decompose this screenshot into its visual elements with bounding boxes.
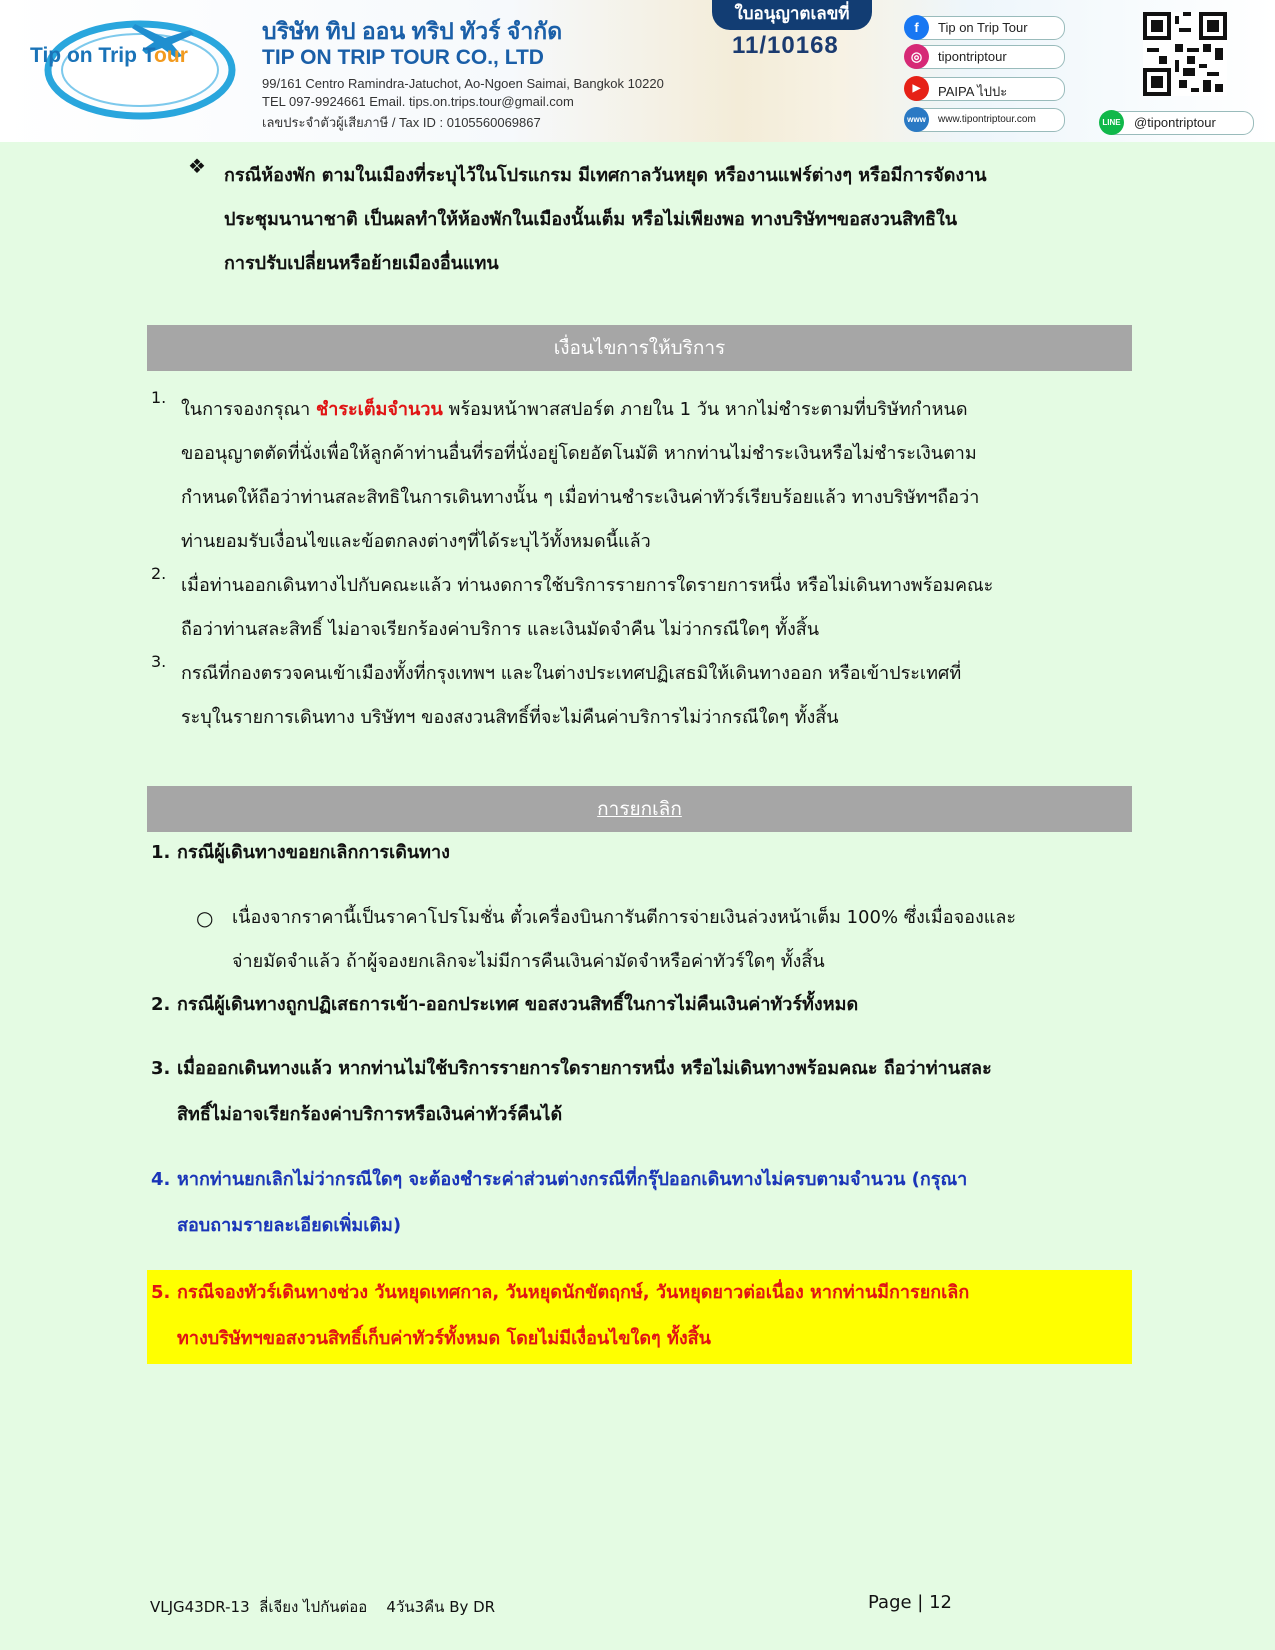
- company-address: 99/161 Centro Ramindra-Jatuchot, Ao-Ngoen Saimai, Bangkok 10220: [262, 76, 664, 91]
- cancel-item-3: 3. เมื่อออกเดินทางแล้ว หากท่านไม่ใช้บริการรายการใดรายการหนึ่ง หรือไม่เดินทางพร้อมคณะ ถือว่าท่านสละ สิทธิ์ไม่อาจเรียกร้องค่าบริการหรือเงินค่าทัวร์คืนได้: [151, 1058, 992, 1125]
- conditions-heading: เงื่อนไขการให้บริการ: [147, 325, 1132, 371]
- instagram-icon: ◎: [904, 44, 929, 69]
- hotel-note: [188, 154, 1133, 286]
- condition-item: 1. ในการจองกรุณา ชำระเต็มจำนวน พร้อมหน้าพาสสปอร์ต ภายใน 1 วัน หากไม่ชำระตามที่บริษัทกำหนด ขออนุญาตตัดที่นั่งเพื่อให้ลูกค้าท่านอื่นที่รอที่นั่งอยู่โดยอัตโนมัติ หากท่านไม่ชำระเงินหรือไม่ชำระเงินตาม กำหนดให้ถือว่าท่านสละสิทธิในการเดินทางนั้น ๆ เมื่อท่านชำระเงินค่าทัวร์เรียบร้อยแล้ว ทางบริษัทฯถือว่า ท่านยอมรับเงื่อนไขและข้อตกลงต่างๆที่ได้ระบุไว้ทั้งหมดนี้แล้ว: [151, 388, 980, 552]
- qr-code: [1143, 12, 1227, 96]
- company-name-thai: บริษัท ทิป ออน ทริป ทัวร์ จำกัด: [262, 18, 563, 44]
- full-payment-highlight: ชำระเต็มจำนวน: [316, 399, 443, 420]
- social-youtube[interactable]: ▶ PAIPA ไปปะ: [905, 77, 1065, 101]
- social-website[interactable]: www www.tipontriptour.com: [905, 108, 1065, 132]
- facebook-icon: f: [904, 15, 929, 40]
- cancellation-heading: การยกเลิก: [147, 786, 1132, 832]
- condition-item: 2. เมื่อท่านออกเดินทางไปกับคณะแล้ว ท่านงดการใช้บริการรายการใดรายการหนึ่ง หรือไม่เดินทางพร้อมคณะ ถือว่าท่านสละสิทธิ์ ไม่อาจเรียกร้องค่าบริการ และเงินมัดจำคืน ไม่ว่ากรณีใดๆ ทั้งสิ้น: [151, 564, 994, 640]
- page-number: Page | 12: [868, 1592, 952, 1613]
- cancel-subitem: ○ เนื่องจากราคานี้เป็นราคาโปรโมชั่น ตั๋วเครื่องบินการันตีการจ่ายเงินล่วงหน้าเต็ม 100% ซึ่งเมื่อจองและ จ่ายมัดจำแล้ว ถ้าผู้จองยกเลิกจะไม่มีการคืนเงินค่ามัดจำหรือค่าทัวร์ใดๆ ทั้งสิ้น: [196, 896, 1132, 984]
- social-facebook[interactable]: f Tip on Trip Tour: [905, 16, 1065, 40]
- company-tax-id: เลขประจำตัวผู้เสียภาษี / Tax ID : 0105560069867: [262, 115, 541, 130]
- note-line: กรณีห้องพัก ตามในเมืองที่ระบุไว้ในโปรแกรม มีเทศกาลวันหยุด หรืองานแฟร์ต่างๆ หรือมีการจัดงาน: [224, 165, 987, 186]
- social-line[interactable]: LINE @tipontriptour: [1100, 111, 1254, 135]
- circle-bullet-icon: ○: [196, 906, 214, 930]
- cancel-item-2: 2. กรณีผู้เดินทางถูกปฏิเสธการเข้า-ออกประเทศ ขอสงวนสิทธิ์ในการไม่คืนเงินค่าทัวร์ทั้งหมด: [151, 994, 859, 1015]
- diamond-bullet-icon: ❖: [188, 154, 206, 178]
- license-number: 11/10168: [732, 32, 839, 59]
- social-instagram[interactable]: ◎ tipontriptour: [905, 45, 1065, 69]
- letterhead: [0, 0, 1275, 142]
- line-icon: LINE: [1099, 110, 1124, 135]
- condition-item: 3. กรณีที่กองตรวจคนเข้าเมืองทั้งที่กรุงเทพฯ และในต่างประเทศปฏิเสธมิให้เดินทางออก หรือเข้าประเทศที่ ระบุในรายการเดินทาง บริษัทฯ ของสงวนสิทธิ์ที่จะไม่คืนค่าบริการไม่ว่ากรณีใดๆ ทั้งสิ้น: [151, 652, 962, 728]
- company-contact: TEL 097-9924661 Email. tips.on.trips.tour@gmail.com: [262, 94, 574, 109]
- note-line: ประชุมนานาชาติ เป็นผลทำให้ห้องพักในเมืองนั้นเต็ม หรือไม่เพียงพอ ทางบริษัทฯขอสงวนสิทธิใน: [224, 209, 958, 230]
- cancel-item-5: 5. กรณีจองทัวร์เดินทางช่วง วันหยุดเทศกาล, วันหยุดนักขัตฤกษ์, วันหยุดยาวต่อเนื่อง หากท่านมีการยกเลิก ทางบริษัทฯขอสงวนสิทธิ์เก็บค่าทัวร์ทั้งหมด โดยไม่มีเงื่อนไขใดๆ ทั้งสิ้น: [147, 1270, 1132, 1364]
- company-name-english: TIP ON TRIP TOUR CO., LTD: [262, 46, 544, 69]
- cancel-item-4: 4. หากท่านยกเลิกไม่ว่ากรณีใดๆ จะต้องชำระค่าส่วนต่างกรณีที่กรุ๊ปออกเดินทางไม่ครบตามจำนวน (กรุณา สอบถามรายละเอียดเพิ่มเติม): [151, 1169, 968, 1236]
- tour-code-footer: VLJG43DR-13 ลี่เจียง ไปกันต่ออ 4วัน3คืน By DR: [150, 1598, 496, 1616]
- license-label: ใบอนุญาตเลขที่: [712, 0, 872, 30]
- conditions-list: [147, 388, 1132, 740]
- website-icon: www: [904, 107, 929, 132]
- youtube-icon: ▶: [904, 76, 929, 101]
- note-line: การปรับเปลี่ยนหรือย้ายเมืองอื่นแทน: [224, 253, 499, 274]
- cancel-item-1: 1. กรณีผู้เดินทางขอยกเลิกการเดินทาง: [151, 842, 450, 863]
- logo-wordmark: Tip on Trip Tour: [30, 44, 188, 67]
